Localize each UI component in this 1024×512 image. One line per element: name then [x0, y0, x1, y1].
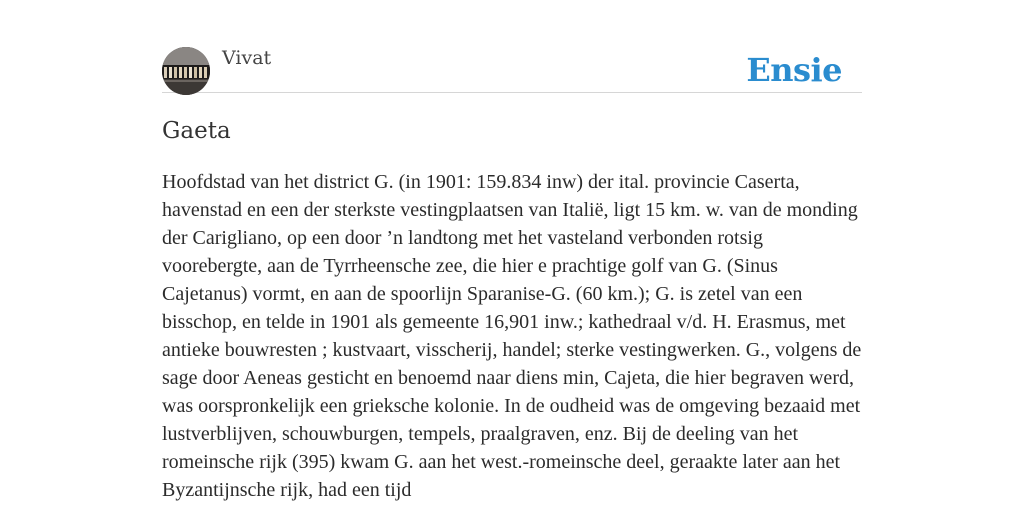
article-body: Hoofdstad van het district G. (in 1901: 159.834 inw) der ital. provincie Caserta, havenstad en een der sterkste vestingplaatsen van Italië, ligt 15 km. w. van de monding der Carigliano, op een door ’n landtong met het vasteland verbonden rotsig voorebergte, aan de Tyrrheensche zee, die hier e prachtige golf van G. (Sinus Cajetanus) vormt, en aan de spoorlijn Sparanise-G. (60 km.); G. is zetel van een bisschop, en telde in 1901 als gemeente 16,901 inw.; kathedraal v/d. H. Erasmus, met antieke bouwresten ; kustvaart, visscherij, handel; sterke vestingwerken. G., volgens de sage door Aeneas gesticht en benoemd naar diens min, Cajeta, die hier begraven werd, was oorspronkelijk een grieksche kolonie. In de oudheid was de omgeving bezaaid met lustverblijven, schouwburgen, tempels, praalgraven, enz. Bij de deeling van het romeinsche rijk (395) kwam G. aan het west.-romeinsche deel, geraakte later aan het Byzantijnsche rijk, had een tijd	[162, 171, 862, 501]
article-page	[162, 0, 862, 512]
brand-logo[interactable]: Ensie	[746, 51, 842, 89]
author-name[interactable]: Vivat	[222, 47, 272, 69]
header	[162, 0, 862, 93]
bookshelf-avatar-icon	[162, 47, 210, 95]
page-title: Gaeta	[162, 118, 231, 144]
avatar[interactable]	[162, 47, 210, 95]
